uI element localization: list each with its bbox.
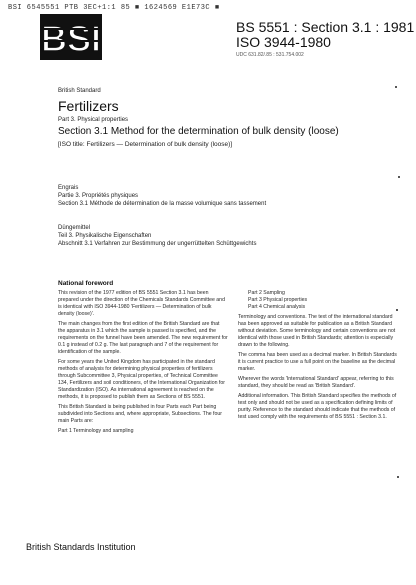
foreword-paragraph: Part 1 Terminology and sampling: [58, 428, 134, 434]
german-label: Düngemittel: [58, 225, 91, 231]
parts-list-item: Part 3 Physical properties: [248, 297, 308, 303]
foreword-paragraph: The comma has been used as a decimal marker. In British Standards it is current practice to use a full point on the baseline as the decimal marker.: [238, 352, 397, 372]
french-title-block: [58, 184, 266, 208]
foreword-paragraph: Additional information. This British Standard specifies the methods of test only and should not be used as a specification defining limits of purity. Reference to the standard should indicate that the methods of test used comply with the requirements of BS 5551 : Section 3.1.: [238, 393, 397, 420]
foreword-paragraph: Wherever the words 'International Standard' appear, referring to this standard, they should be read as 'British Standard'.: [238, 376, 394, 389]
udc-code: UDC 631.82/.85 : 531.754.002: [236, 52, 304, 58]
bsi-logo-text: BSI: [40, 18, 102, 59]
top-reference-line: BSI 6545551 PTB 3EC+1:1 85 ■ 1624569 E1E73C ■: [8, 4, 220, 12]
scan-speck: [397, 476, 399, 478]
parts-list: [238, 290, 400, 311]
foreword-paragraph: This revision of the 1977 edition of BS 5551 Section 3.1 has been prepared under the direction of the Chemicals Standards Committee and is identical with ISO 3944-1980 'Fertilizers — Determination of bulk density (loose)'.: [58, 290, 225, 317]
foreword-paragraph: This British Standard is being published in four Parts each Part being subdivided into Sections and, where appropriate, Subsections. The four main Parts are:: [58, 404, 222, 424]
scan-speck: [395, 86, 397, 88]
foreword-left-column: [58, 290, 228, 438]
french-part: Partie 3. Propriétés physiques: [58, 193, 139, 199]
bs-number: BS 5551 : Section 3.1 : 1981: [236, 19, 415, 35]
bsi-logo-graphic: [40, 14, 102, 60]
scan-speck: [398, 176, 400, 178]
german-section: Abschnitt 3.1 Verfahren zur Bestimmung der ungerrüttelten Schüttgewichts: [58, 241, 257, 247]
national-foreword-heading: National foreword: [58, 280, 114, 287]
section-title: Section 3.1 Method for the determination of bulk density (loose): [58, 126, 339, 137]
part-title: Part 3. Physical properties: [58, 117, 129, 123]
foreword-paragraph: For some years the United Kingdom has participated in the standard methods of analysis for determining physical properties of fertilizers through Subcommittee 3, Physical properties, of Technical Committee 134, Fertilizers and soil conditioners, of the International Organization for Standardization (ISO). As international agreement is reached on the methods, it is proposed to publish them as Sections of BS 5551.: [58, 359, 225, 400]
parts-list-item: Part 4 Chemical analysis: [248, 304, 306, 310]
french-label: Engrais: [58, 185, 79, 191]
publisher-footer: British Standards Institution: [26, 542, 136, 552]
standard-identifier: [236, 20, 414, 50]
bsi-logo: [40, 14, 102, 60]
document-title: Fertilizers: [58, 98, 119, 114]
foreword-paragraph: The main changes from the first edition of the British Standard are that the apparatus in 3.1 which the sample is passed is specified, and the requirements on the funnel have been amended. The new requirement for 0.1 g instead of 0.2 g. The last paragraph and 7 of the requirement for identification of the sample.: [58, 321, 228, 355]
iso-number: ISO 3944-1980: [236, 34, 331, 50]
parts-list-item: Part 2 Sampling: [248, 290, 285, 296]
foreword-paragraph: Terminology and conventions. The text of the international standard has been approved as suitable for publication as a British Standard without deviation. Some terminology and certain conventions are not identical with those used in British Standards; attention is especially drawn to the following.: [238, 314, 396, 348]
foreword-right-column: [238, 290, 400, 424]
french-section: Section 3.1 Méthode de détermination de la masse volumique sans tassement: [58, 201, 267, 207]
british-standard-label: British Standard: [58, 88, 101, 94]
scan-speck: [396, 309, 398, 311]
german-part: Teil 3. Physikalische Eigenschaften: [58, 233, 152, 239]
german-title-block: [58, 224, 256, 248]
iso-title: [ISO title: Fertilizers — Determination of bulk density (loose)]: [58, 141, 233, 148]
